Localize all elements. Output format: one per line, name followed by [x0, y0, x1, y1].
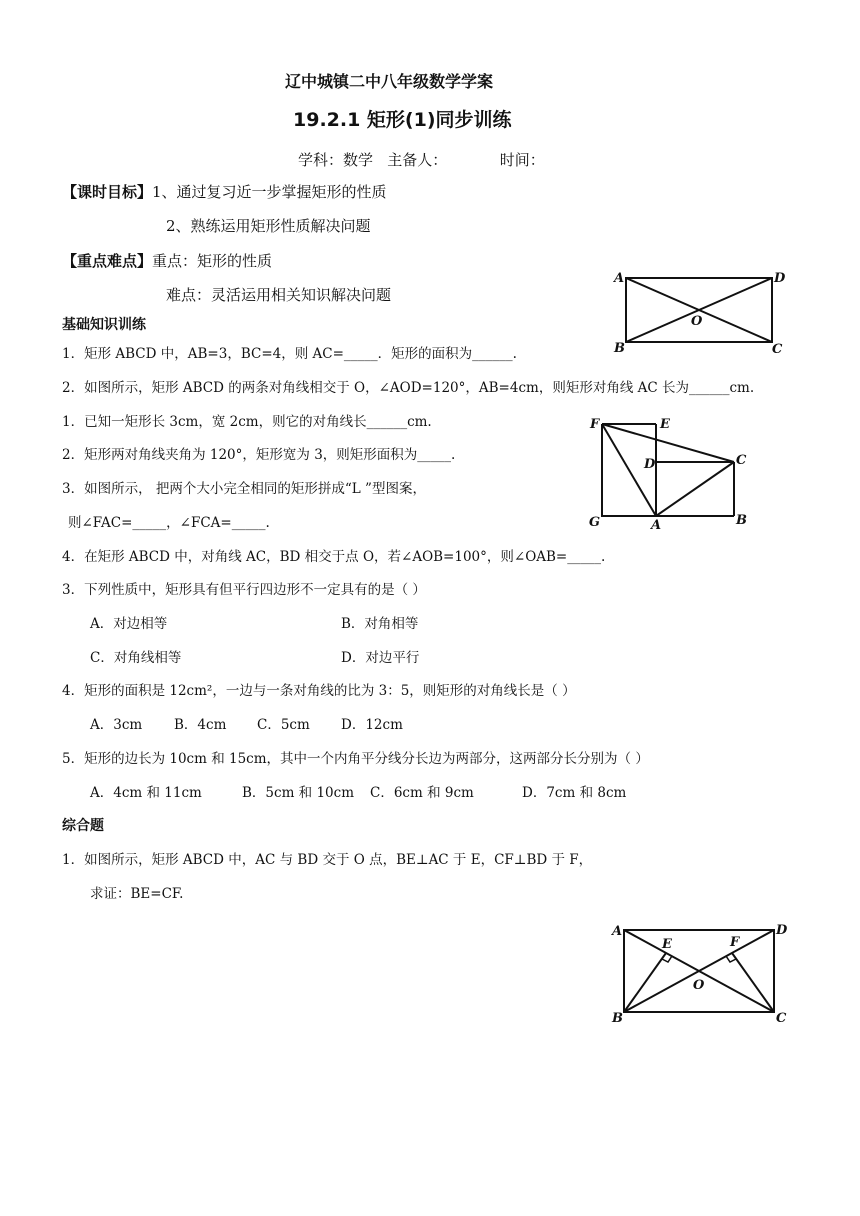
option-b: B．对角相等: [341, 616, 419, 632]
label-f: F: [590, 417, 600, 432]
segment-cf: [732, 953, 774, 1012]
label-b: B: [736, 513, 747, 528]
option-c: C．5cm: [257, 717, 310, 733]
question-line: 3．如图所示， 把两个大小完全相同的矩形拼成“L ”型图案，: [62, 481, 426, 497]
label-d: D: [644, 457, 656, 472]
label-d: D: [776, 923, 788, 938]
option-c: C．对角线相等: [90, 650, 182, 666]
question-line: 4．矩形的面积是 12cm²，一边与一条对角线的比为 3：5，则矩形的对角线长是（ ）: [62, 683, 576, 699]
option-b: B．4cm: [174, 717, 227, 733]
question-line: 3．下列性质中，矩形具有但平行四边形不一定具有的是（ ）: [62, 582, 426, 598]
label-b: B: [614, 341, 625, 356]
label-o: O: [693, 978, 705, 993]
label-c: C: [736, 453, 747, 468]
question-line: 则∠FAC=_____，∠FCA=_____.: [68, 515, 270, 531]
question-line: 2．如图所示，矩形 ABCD 的两条对角线相交于 O，∠AOD=120°，AB=4cm，则矩形对角线 AC 长为______cm.: [62, 380, 755, 396]
option-d: D．12cm: [341, 717, 403, 733]
section-comprehensive-heading: 综合题: [62, 818, 104, 834]
label-a: A: [651, 518, 662, 533]
meta-line: 学科：数学 主备人： 时间：: [298, 151, 545, 169]
question-line: 4．在矩形 ABCD 中，对角线 AC，BD 相交于点 O，若∠AOB=100°，则∠OAB=_____.: [62, 549, 606, 565]
segment-be: [624, 953, 666, 1012]
label-o: O: [691, 314, 703, 329]
question-line: 2．矩形两对角线夹角为 120°，矩形宽为 3，则矩形面积为_____.: [62, 447, 456, 463]
question-line: 5．矩形的边长为 10cm 和 15cm，其中一个内角平分线分长边为两部分，这两部分长分别为（ ）: [62, 751, 649, 767]
section-basic-heading: 基础知识训练: [62, 317, 146, 333]
question-line: 1．矩形 ABCD 中，AB=3，BC=4，则 AC=_____．矩形的面积为______.: [62, 346, 517, 362]
objectives-label: 【课时目标】: [62, 183, 153, 201]
option-a: A．4cm 和 11cm: [90, 785, 202, 801]
option-c: C．6cm 和 9cm: [370, 785, 474, 801]
page-title: 19.2.1 矩形(1)同步训练: [293, 109, 512, 131]
label-f: F: [730, 935, 740, 950]
objective-1: 1、通过复习近一步掌握矩形的性质: [152, 183, 387, 201]
comprehensive-prove: 求证：BE=CF.: [90, 886, 184, 902]
label-g: G: [589, 515, 601, 530]
question-line: 1．已知一矩形长 3cm，宽 2cm，则它的对角线长______cm.: [62, 414, 432, 430]
option-d: D．对边平行: [341, 650, 420, 666]
difficulty-point: 难点：灵活运用相关知识解决问题: [166, 286, 392, 304]
label-c: C: [776, 1011, 787, 1026]
option-a: A．对边相等: [90, 616, 168, 632]
label-c: C: [772, 342, 783, 357]
label-a: A: [612, 924, 623, 939]
option-a: A．3cm: [90, 717, 143, 733]
label-a: A: [614, 271, 625, 286]
objective-2: 2、熟练运用矩形性质解决问题: [166, 217, 371, 235]
comprehensive-question: 1．如图所示，矩形 ABCD 中，AC 与 BD 交于 O 点，BE⊥AC 于 E，CF⊥BD 于 F，: [62, 852, 593, 868]
key-point: 重点：矩形的性质: [152, 252, 273, 270]
option-b: B．5cm 和 10cm: [242, 785, 354, 801]
label-d: D: [774, 271, 786, 286]
label-b: B: [612, 1011, 623, 1026]
keypoints-label: 【重点难点】: [62, 252, 153, 270]
school-title: 辽中城镇二中八年级数学学案: [285, 72, 494, 91]
label-e: E: [662, 937, 672, 952]
label-e: E: [660, 417, 670, 432]
option-d: D．7cm 和 8cm: [522, 785, 627, 801]
